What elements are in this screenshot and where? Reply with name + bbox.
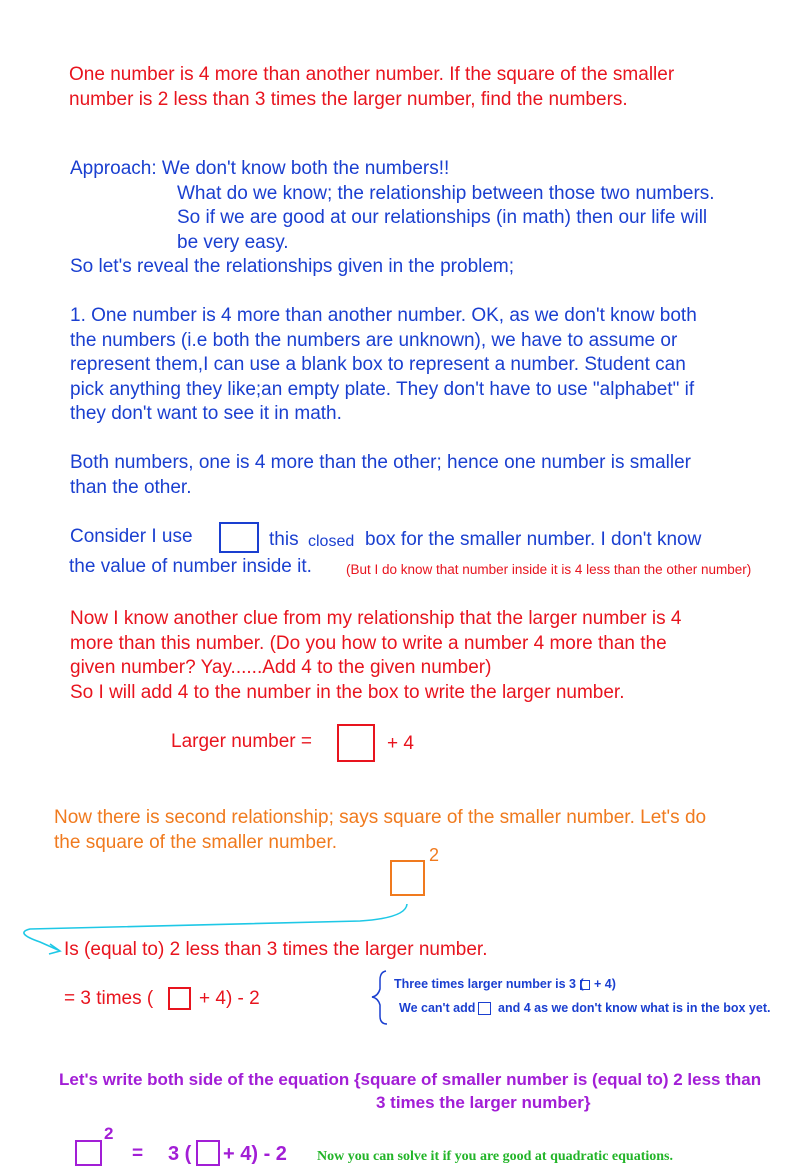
final-inner-box xyxy=(196,1140,220,1166)
consider-text-b: this xyxy=(269,529,299,550)
times-text-a: = 3 times ( xyxy=(64,988,154,1009)
second-line-1: Now there is second relationship; says square of the smaller number. Let's do xyxy=(54,807,707,828)
consider-text-e: the value of number inside it. xyxy=(69,556,312,577)
approach-heading: Approach: We don't know both the numbers!! xyxy=(70,158,450,179)
solve-note: Now you can solve it if you are good at quadratic equations. xyxy=(317,1149,673,1164)
approach-line-1: What do we know; the relationship between those two numbers. xyxy=(177,183,715,204)
larger-number-label: Larger number = xyxy=(171,731,312,752)
consider-note: (But I do know that number inside it is 4 less than the other number) xyxy=(346,562,752,577)
both-line-1: Both numbers, one is 4 more than the other; hence one number is smaller xyxy=(70,452,692,473)
consider-text-c: closed xyxy=(308,533,355,550)
note-three-box xyxy=(580,980,590,990)
step1-line-2: the numbers (i.e both the numbers are unknown), we have to assume or xyxy=(70,330,678,351)
larger-number-plus: + 4 xyxy=(387,733,414,754)
final-exponent: 2 xyxy=(104,1124,114,1143)
final-three: 3 ( xyxy=(168,1143,192,1165)
approach-line-2: So if we are good at our relationships (in math) then our life will xyxy=(177,207,708,228)
both-sides-line-1: Let's write both side of the equation {square of smaller number is (equal to) 2 less than xyxy=(59,1070,762,1089)
note-three-text: Three times larger number is 3 ( xyxy=(394,977,584,991)
equal-relationship-text: Is (equal to) 2 less than 3 times the larger number. xyxy=(64,939,488,960)
both-line-2: than the other. xyxy=(70,477,192,498)
final-square-box xyxy=(75,1140,102,1166)
note-cant-text-b: and 4 as we don't know what is in the box yet. xyxy=(498,1001,771,1015)
both-sides-line-2: 3 times the larger number} xyxy=(376,1093,591,1112)
second-line-2: the square of the smaller number. xyxy=(54,832,338,853)
final-rest: + 4) - 2 xyxy=(223,1143,287,1165)
note-cant-box xyxy=(478,1002,491,1015)
clue-line-1: Now I know another clue from my relationship that the larger number is 4 xyxy=(70,608,682,629)
problem-line-2: number is 2 less than 3 times the larger number, find the numbers. xyxy=(69,89,628,110)
square-exponent: 2 xyxy=(429,845,440,865)
problem-line-1: One number is 4 more than another number. If the square of the smaller xyxy=(69,64,675,85)
approach-line-3: be very easy. xyxy=(177,232,289,253)
approach-reveal: So let's reveal the relationships given in the problem; xyxy=(70,256,515,277)
consider-text-a: Consider I use xyxy=(70,526,193,547)
times-text-b: + 4) - 2 xyxy=(199,988,260,1009)
note-cant-text-a: We can't add xyxy=(399,1001,476,1015)
clue-line-4: So I will add 4 to the number in the box to write the larger number. xyxy=(70,682,625,703)
step1-line-5: they don't want to see it in math. xyxy=(70,403,342,424)
consider-text-d: box for the smaller number. I don't know xyxy=(365,529,702,550)
final-equals: = xyxy=(132,1143,144,1164)
step1-line-1: 1. One number is 4 more than another number. OK, as we don't know both xyxy=(70,305,697,326)
note-three-end: + 4) xyxy=(594,977,616,991)
step1-line-3: represent them,I can use a blank box to represent a number. Student can xyxy=(70,354,686,375)
clue-line-2: more than this number. (Do you how to write a number 4 more than the xyxy=(70,633,667,654)
clue-line-3: given number? Yay......Add 4 to the given number) xyxy=(70,657,492,678)
step1-line-4: pick anything they like;an empty plate. They don't have to use "alphabet" if xyxy=(70,379,695,400)
